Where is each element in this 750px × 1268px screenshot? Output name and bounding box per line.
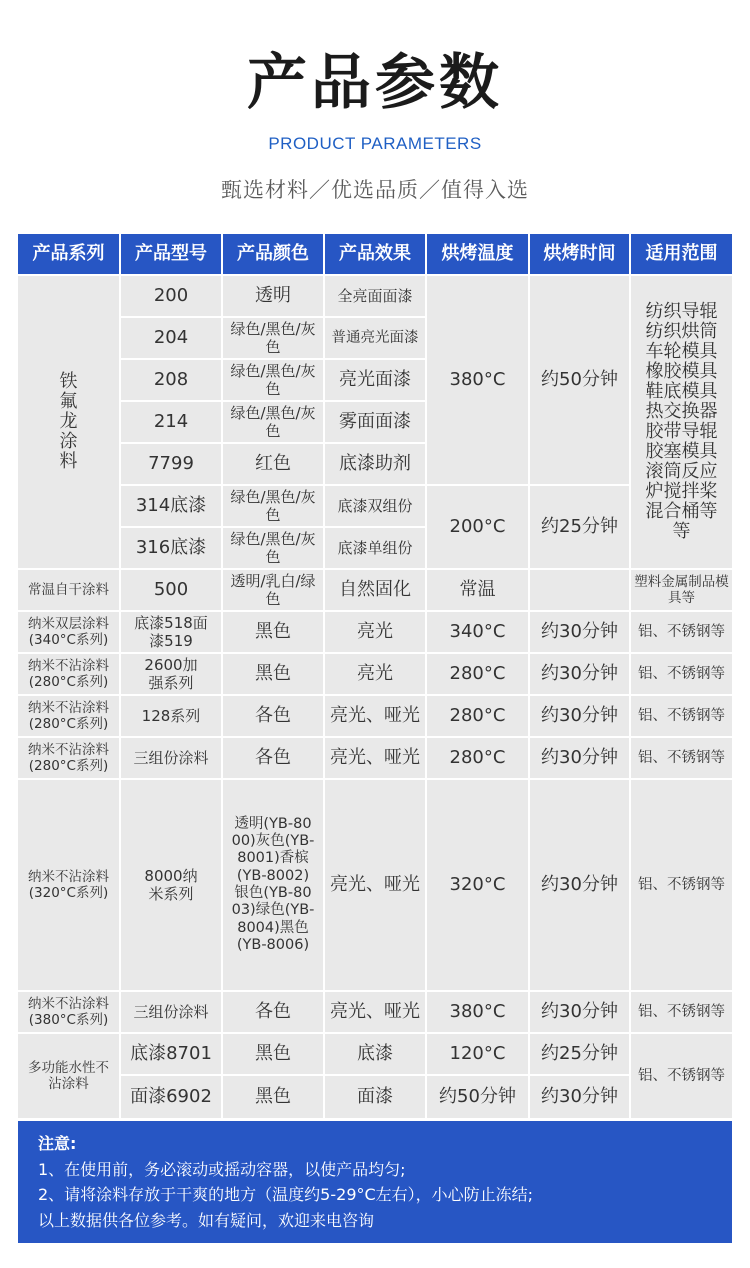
model-cell: 8000纳米系列 (121, 780, 221, 990)
temp-cell: 380°C (427, 276, 528, 484)
parameters-table (18, 234, 732, 1118)
color-cell: 各色 (223, 696, 323, 736)
temp-cell: 340°C (427, 612, 528, 652)
tagline: 甄选材料／优选品质／值得入选 (221, 178, 529, 202)
time-cell: 约30分钟 (530, 992, 629, 1032)
model-cell: 底漆518面漆519 (121, 612, 221, 652)
time-cell: 约25分钟 (530, 1034, 629, 1074)
series-cell: 纳米不沾涂料(280°C系列) (18, 654, 119, 694)
usage-cell: 铝、不锈钢等 (631, 1034, 732, 1118)
model-cell: 底漆8701 (121, 1034, 221, 1074)
model-cell: 面漆6902 (121, 1076, 221, 1118)
model-cell: 208 (121, 360, 221, 400)
color-cell: 透明 (223, 276, 323, 316)
model-cell: 2600加强系列 (121, 654, 221, 694)
column-header: 产品颜色 (223, 234, 323, 274)
temp-cell: 280°C (427, 696, 528, 736)
effect-cell: 自然固化 (325, 570, 425, 610)
effect-cell: 亮光 (325, 612, 425, 652)
usage-cell: 铝、不锈钢等 (631, 654, 732, 694)
column-header: 烘烤温度 (427, 234, 528, 274)
effect-cell: 面漆 (325, 1076, 425, 1118)
effect-cell: 雾面面漆 (325, 402, 425, 442)
notice-heading: 注意: (38, 1134, 77, 1153)
series-cell-teflon (18, 276, 119, 568)
color-cell: 黑色 (223, 654, 323, 694)
color-cell-variants (223, 780, 323, 990)
color-cell: 黑色 (223, 1034, 323, 1074)
effect-cell: 亮光、哑光 (325, 992, 425, 1032)
color-variants-text: 透明(YB-8000)灰色(YB-8001)香槟(YB-8002)银色(YB-8003)绿色(YB-8004)黑色(YB-8006) (231, 815, 315, 953)
color-cell: 红色 (223, 444, 323, 484)
temp-cell: 280°C (427, 738, 528, 778)
time-cell: 约30分钟 (530, 612, 629, 652)
effect-cell: 亮光 (325, 654, 425, 694)
column-header: 产品效果 (325, 234, 425, 274)
model-cell: 三组份涂料 (121, 738, 221, 778)
usage-cell: 塑料金属制品模具等 (631, 570, 732, 610)
usage-text: 纺织导辊纺织烘筒车轮模具橡胶模具鞋底模具热交换器胶带导辊胶塞模具滚筒反应炉搅拌桨混合桶等等 (645, 301, 718, 542)
model-cell: 500 (121, 570, 221, 610)
time-cell: 约30分钟 (530, 654, 629, 694)
color-cell: 绿色/黑色/灰色 (223, 318, 323, 358)
time-cell: 约30分钟 (530, 780, 629, 990)
series-label: 铁氟龙涂料 (59, 371, 78, 472)
time-cell: 约30分钟 (530, 1076, 629, 1118)
usage-cell: 铝、不锈钢等 (631, 612, 732, 652)
series-cell: 纳米双层涂料(340°C系列) (18, 612, 119, 652)
column-header: 烘烤时间 (530, 234, 629, 274)
color-cell: 绿色/黑色/灰色 (223, 360, 323, 400)
notice-box (18, 1121, 732, 1243)
time-cell (530, 570, 629, 610)
model-cell: 128系列 (121, 696, 221, 736)
column-header: 适用范围 (631, 234, 732, 274)
page-title: 产品参数 (247, 48, 503, 118)
model-cell: 214 (121, 402, 221, 442)
effect-cell: 亮光面漆 (325, 360, 425, 400)
series-cell: 纳米不沾涂料(280°C系列) (18, 696, 119, 736)
effect-cell: 底漆助剂 (325, 444, 425, 484)
model-cell: 7799 (121, 444, 221, 484)
temp-cell: 280°C (427, 654, 528, 694)
series-cell: 纳米不沾涂料(380°C系列) (18, 992, 119, 1032)
temp-cell: 约50分钟 (427, 1076, 528, 1118)
notice-line: 2、请将涂料存放于干爽的地方（温度约5-29°C左右），小心防止冻结; (38, 1185, 534, 1204)
temp-cell: 320°C (427, 780, 528, 990)
time-cell: 约30分钟 (530, 696, 629, 736)
color-cell: 绿色/黑色/灰色 (223, 402, 323, 442)
usage-cell: 铝、不锈钢等 (631, 696, 732, 736)
column-header: 产品系列 (18, 234, 119, 274)
series-cell: 纳米不沾涂料(320°C系列) (18, 780, 119, 990)
model-cell: 200 (121, 276, 221, 316)
model-cell: 314底漆 (121, 486, 221, 526)
color-cell: 透明/乳白/绿色 (223, 570, 323, 610)
color-cell: 绿色/黑色/灰色 (223, 528, 323, 568)
color-cell: 黑色 (223, 1076, 323, 1118)
model-cell: 316底漆 (121, 528, 221, 568)
color-cell: 各色 (223, 738, 323, 778)
notice-line: 以上数据供各位参考。如有疑问，欢迎来电咨询 (38, 1210, 375, 1230)
effect-cell: 底漆双组份 (325, 486, 425, 526)
effect-cell: 底漆 (325, 1034, 425, 1074)
temp-cell: 200°C (427, 486, 528, 568)
effect-cell: 亮光、哑光 (325, 780, 425, 990)
effect-cell: 底漆单组份 (325, 528, 425, 568)
color-cell: 绿色/黑色/灰色 (223, 486, 323, 526)
model-cell: 204 (121, 318, 221, 358)
color-cell: 各色 (223, 992, 323, 1032)
page-subtitle: PRODUCT PARAMETERS (268, 134, 482, 153)
series-cell: 纳米不沾涂料(280°C系列) (18, 738, 119, 778)
temp-cell: 120°C (427, 1034, 528, 1074)
model-cell: 三组份涂料 (121, 992, 221, 1032)
notice-line: 1、在使用前，务必滚动或摇动容器，以使产品均匀; (38, 1159, 406, 1179)
effect-cell: 全亮面面漆 (325, 276, 425, 316)
temp-cell: 380°C (427, 992, 528, 1032)
usage-cell: 铝、不锈钢等 (631, 738, 732, 778)
time-cell: 约30分钟 (530, 738, 629, 778)
usage-cell: 铝、不锈钢等 (631, 992, 732, 1032)
series-cell: 多功能水性不沾涂料 (18, 1034, 119, 1118)
time-cell: 约25分钟 (530, 486, 629, 568)
time-cell: 约50分钟 (530, 276, 629, 484)
effect-cell: 普通亮光面漆 (325, 318, 425, 358)
temp-cell: 常温 (427, 570, 528, 610)
usage-cell: 铝、不锈钢等 (631, 780, 732, 990)
series-cell: 常温自干涂料 (18, 570, 119, 610)
color-cell: 黑色 (223, 612, 323, 652)
usage-cell-teflon (631, 276, 732, 568)
column-header: 产品型号 (121, 234, 221, 274)
effect-cell: 亮光、哑光 (325, 696, 425, 736)
effect-cell: 亮光、哑光 (325, 738, 425, 778)
